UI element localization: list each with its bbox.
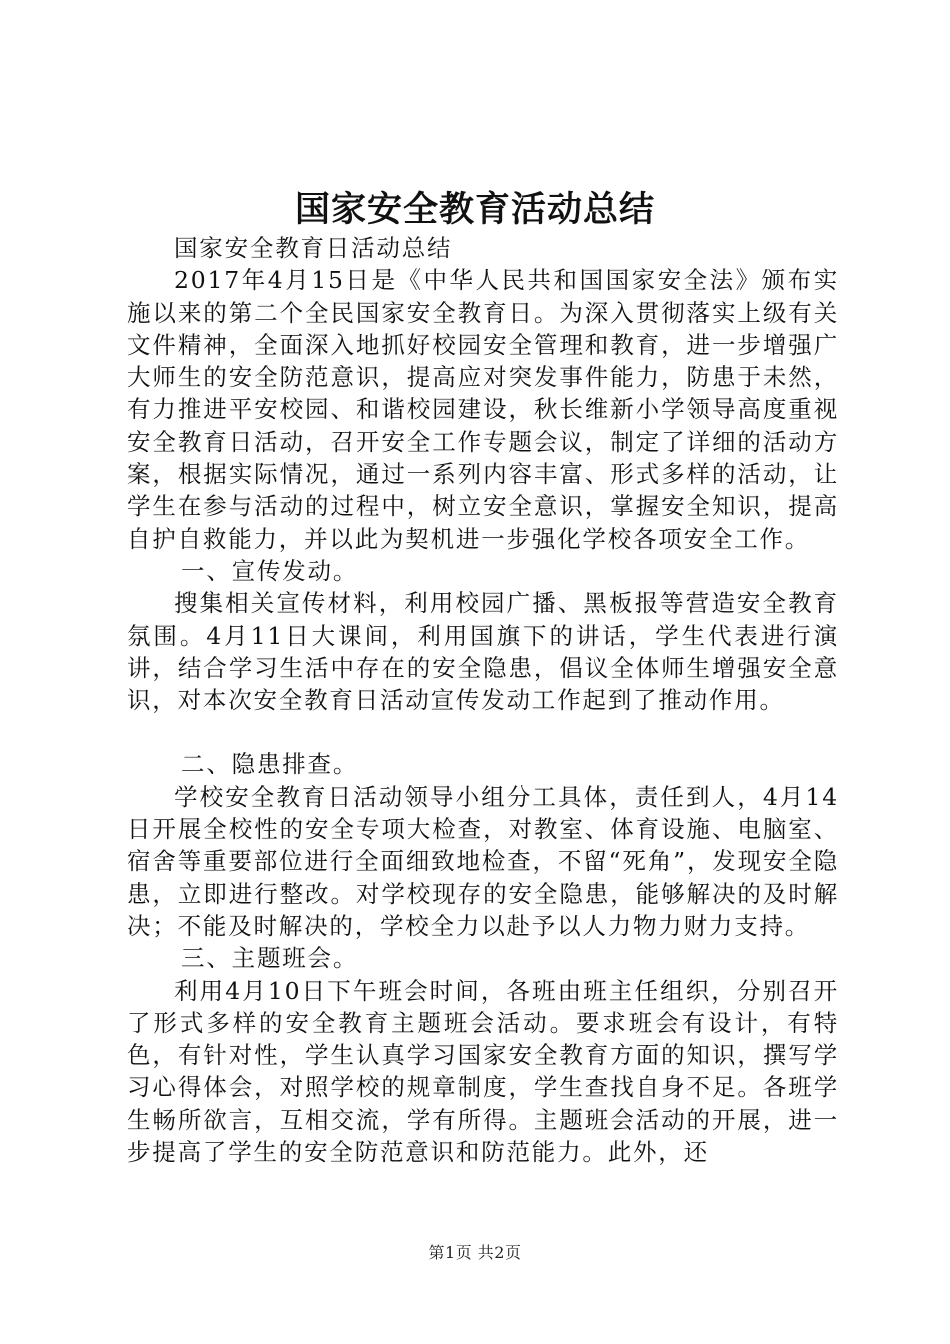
page-number-footer: 第1页 共2页 [428,1243,522,1262]
intro-paragraph: 2017年4月15日是《中华人民共和国国家安全法》颁布实施以来的第二个全民国家安全教育日。为深入贯彻落实上级有关文件精神，全面深入地抓好校园安全管理和教育，进一步增强广大师生的安全防范意识，提高应对突发事件能力，防患于未然，有力推进平安校园、和谐校园建设，秋长维新小学领导高度重视安全教育日活动，召开安全工作专题会议，制定了详细的活动方案，根据实际情况，通过一系列内容丰富、形式多样的活动，让学生在参与活动的过程中，树立安全意识，掌握安全知识，提高自护自救能力，并以此为契机进一步强化学校各项安全工作。 [127,266,839,553]
section-heading-publicity: 一、宣传发动。 [181,556,359,585]
publicity-paragraph: 搜集相关宣传材料，利用校园广播、黑板报等营造安全教育氛围。4月11日大课间，利用国旗下的讲话，学生代表进行演讲，结合学习生活中存在的安全隐患，倡议全体师生增强安全意识，对本次安全教育日活动宣传发动工作起到了推动作用。 [127,589,839,715]
class-meeting-paragraph: 利用4月10日下午班会时间，各班由班主任组织，分别召开了形式多样的安全教育主题班会活动。要求班会有设计，有特色，有针对性，学生认真学习国家安全教育方面的知识，撰写学习心得体会，对照学校的规章制度，学生查找自身不足。各班学生畅所欲言，互相交流，学有所得。主题班会活动的开展，进一步提高了学生的安全防范意识和防范能力。此外，还 [127,976,840,1167]
section-heading-class-meeting: 三、主题班会。 [181,944,359,973]
document-title: 国家安全教育活动总结 [294,189,655,230]
document-subtitle: 国家安全教育日活动总结 [174,234,453,262]
inspection-paragraph: 学校安全教育日活动领导小组分工具体，责任到人，4月14日开展全校性的安全专项大检查，对教室、体育设施、电脑室、宿舍等重要部位进行全面细致地检查，不留“死角”，发现安全隐患，立即进行整改。对学校现存的安全隐患，能够解决的及时解决；不能及时解决的，学校全力以赴予以人力物力财力支持。 [127,782,839,940]
document-body [127,232,839,1168]
section-heading-inspection: 二、隐患排查。 [181,750,359,779]
